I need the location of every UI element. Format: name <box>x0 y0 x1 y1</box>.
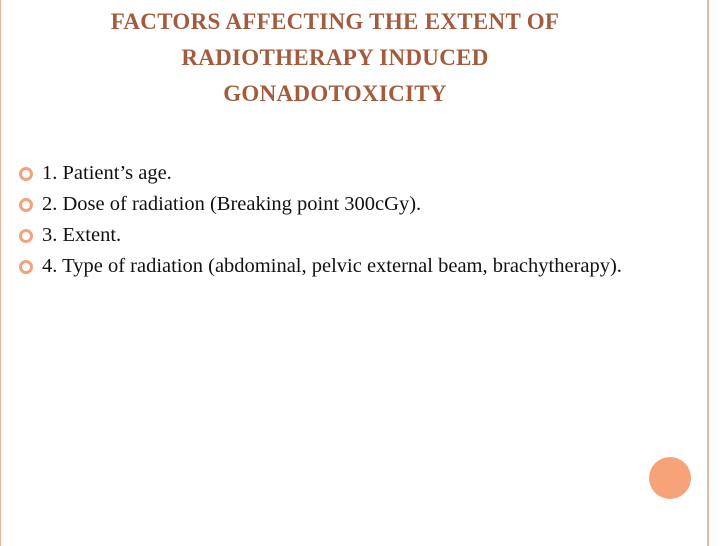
title-line-3: GONADOTOXICITY <box>223 81 447 106</box>
right-border-line <box>707 0 709 546</box>
bullet-item <box>0 189 680 220</box>
title-line-1: FACTORS AFFECTING THE EXTENT OF <box>110 9 560 34</box>
ring-bullet-icon <box>18 228 34 244</box>
bullet-text: 3. Extent. <box>42 224 122 246</box>
ring-bullet-icon <box>18 259 34 275</box>
bullet-text: 4. Type of radiation (abdominal, pelvic external beam, brachytherapy). <box>42 255 622 277</box>
bullet-list <box>0 158 680 282</box>
ring-bullet-icon <box>18 197 34 213</box>
bullet-item <box>0 220 680 251</box>
bullet-item <box>0 158 680 189</box>
bullet-text: 2. Dose of radiation (Breaking point 300cGy). <box>42 193 422 215</box>
bullet-item <box>0 251 680 282</box>
decorative-circle <box>649 457 691 499</box>
title-line-2: RADIOTHERAPY INDUCED <box>181 45 489 70</box>
ring-bullet-icon <box>18 166 34 182</box>
slide-title <box>40 4 630 112</box>
bullet-text: 1. Patient’s age. <box>42 162 172 184</box>
